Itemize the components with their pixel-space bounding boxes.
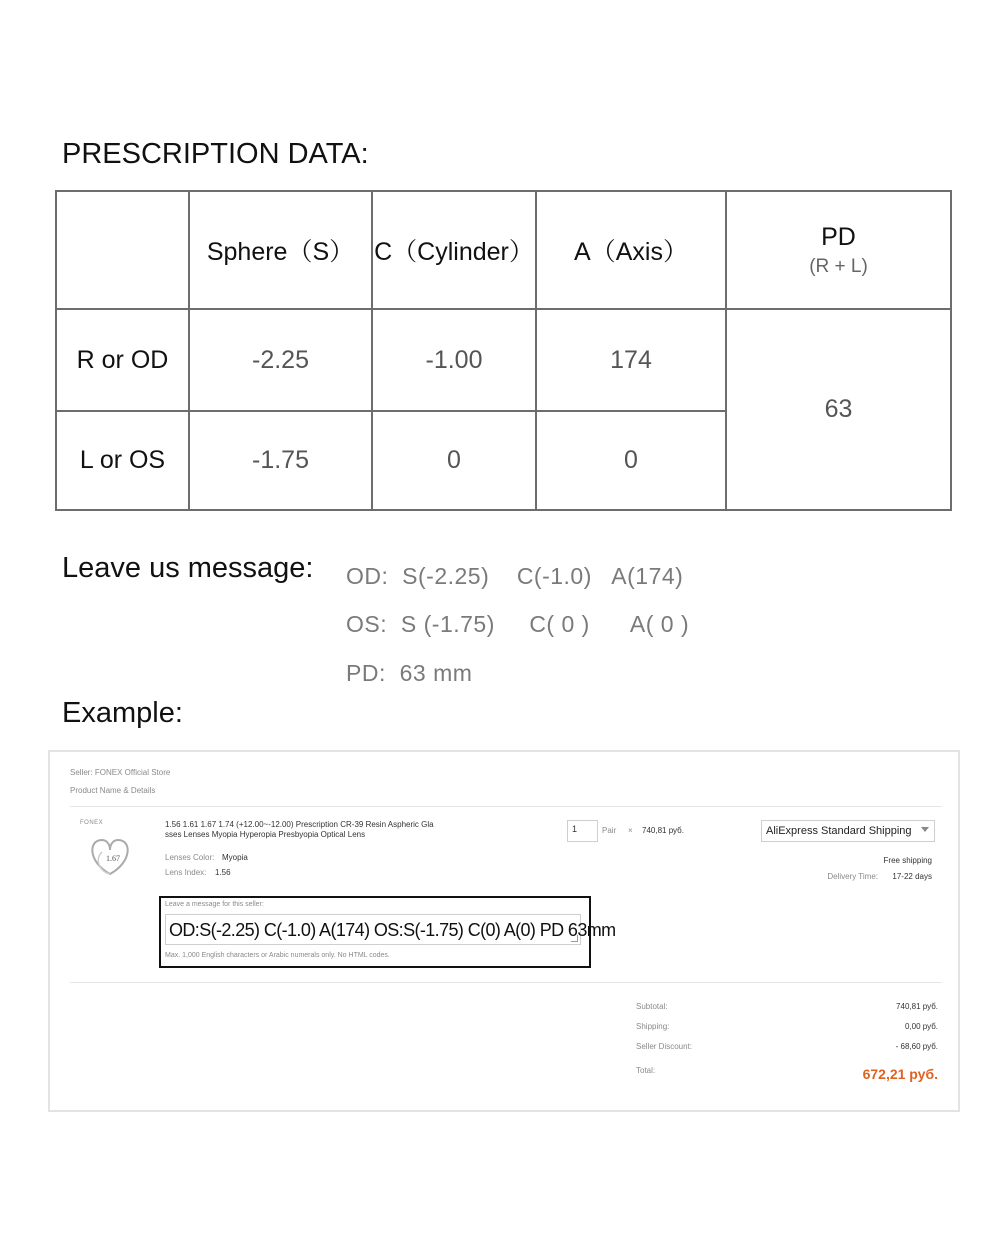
left-axis-value: 0 (624, 446, 638, 474)
divider (70, 982, 942, 983)
header-cylinder: C（Cylinder） (374, 238, 534, 266)
divider (70, 806, 942, 807)
product-title-line-2[interactable]: sses Lenses Myopia Hyperopia Presbyopia Optical Lens (165, 830, 366, 839)
lens-logo-text: 1.67 (106, 854, 120, 863)
subtotal-label: Subtotal: (636, 1002, 668, 1011)
times-sign: × (628, 826, 633, 835)
delivery-label: Delivery Time: (827, 872, 878, 881)
shipping-label: Shipping: (636, 1022, 670, 1031)
message-line-os: OS: S (-1.75) C( 0 ) A( 0 ) (346, 611, 690, 637)
seller-message-text: OD:S(-2.25) C(-1.0) A(174) OS:S(-1.75) C(0) A(0) PD 63mm (169, 920, 616, 940)
unit-label: Pair (602, 826, 617, 835)
header-sphere: Sphere（S） (206, 238, 355, 266)
lens-color-label: Lenses Color: (165, 853, 215, 862)
total-label: Total: (636, 1066, 656, 1075)
header-axis: A（Axis） (574, 238, 688, 266)
header-pd (727, 192, 950, 308)
delivery-value: 17-22 days (892, 872, 932, 881)
seller-name: Seller: FONEX Official Store (70, 768, 171, 777)
header-pd-label: PD (821, 222, 856, 251)
shipping-method-select[interactable] (761, 820, 935, 842)
seller-message-box (159, 896, 616, 968)
lens-index-label: Lens Index: (165, 868, 207, 877)
header-pd-sub: (R + L) (809, 255, 868, 277)
discount-value: - 68,60 руб. (895, 1042, 938, 1051)
row-label-right: R or OD (76, 345, 169, 374)
shipping-value: 0,00 руб. (904, 1022, 938, 1031)
quantity-input[interactable]: 1 (567, 820, 598, 842)
right-cylinder-value: -1.00 (425, 345, 483, 374)
product-header: Product Name & Details (70, 786, 156, 795)
shipping-method-value: AliExpress Standard Shipping (766, 825, 912, 837)
chevron-down-icon (921, 827, 929, 832)
example-order-screenshot (48, 750, 960, 1112)
left-sphere-value: -1.75 (252, 446, 309, 474)
right-axis-value: 174 (610, 345, 652, 374)
page-title: PRESCRIPTION DATA: (62, 138, 369, 170)
lens-index-value: 1.56 (215, 868, 231, 877)
message-line-od: OD: S(-2.25) C(-1.0) A(174) (346, 563, 684, 589)
prescription-table (55, 190, 952, 511)
message-hint: Max. 1,000 English characters or Arabic numerals only. No HTML codes. (165, 952, 390, 959)
total-value: 672,21 руб. (862, 1066, 938, 1082)
example-label: Example: (62, 697, 183, 729)
resize-grip-icon[interactable] (571, 935, 578, 942)
row-label-left: L or OS (79, 446, 166, 474)
leave-message-label: Leave us message: (62, 552, 314, 584)
left-cylinder-value: 0 (447, 446, 461, 474)
product-title-line-1[interactable]: 1.56 1.61 1.67 1.74 (+12.00~-12.00) Prescription CR-39 Resin Aspheric Gla (165, 820, 434, 829)
message-label: Leave a message for this seller: (165, 901, 264, 908)
seller-message-input[interactable] (165, 914, 616, 945)
brand-label: FONEX (80, 820, 104, 826)
lens-icon (80, 832, 140, 882)
free-shipping: Free shipping (883, 856, 932, 865)
message-line-pd: PD: 63 mm (346, 660, 473, 686)
discount-label: Seller Discount: (636, 1042, 693, 1051)
subtotal-value: 740,81 руб. (896, 1002, 938, 1011)
unit-price: 740,81 руб. (642, 826, 684, 835)
right-sphere-value: -2.25 (252, 345, 309, 374)
pd-value: 63 (824, 395, 853, 423)
lens-color-value: Myopia (222, 853, 248, 862)
